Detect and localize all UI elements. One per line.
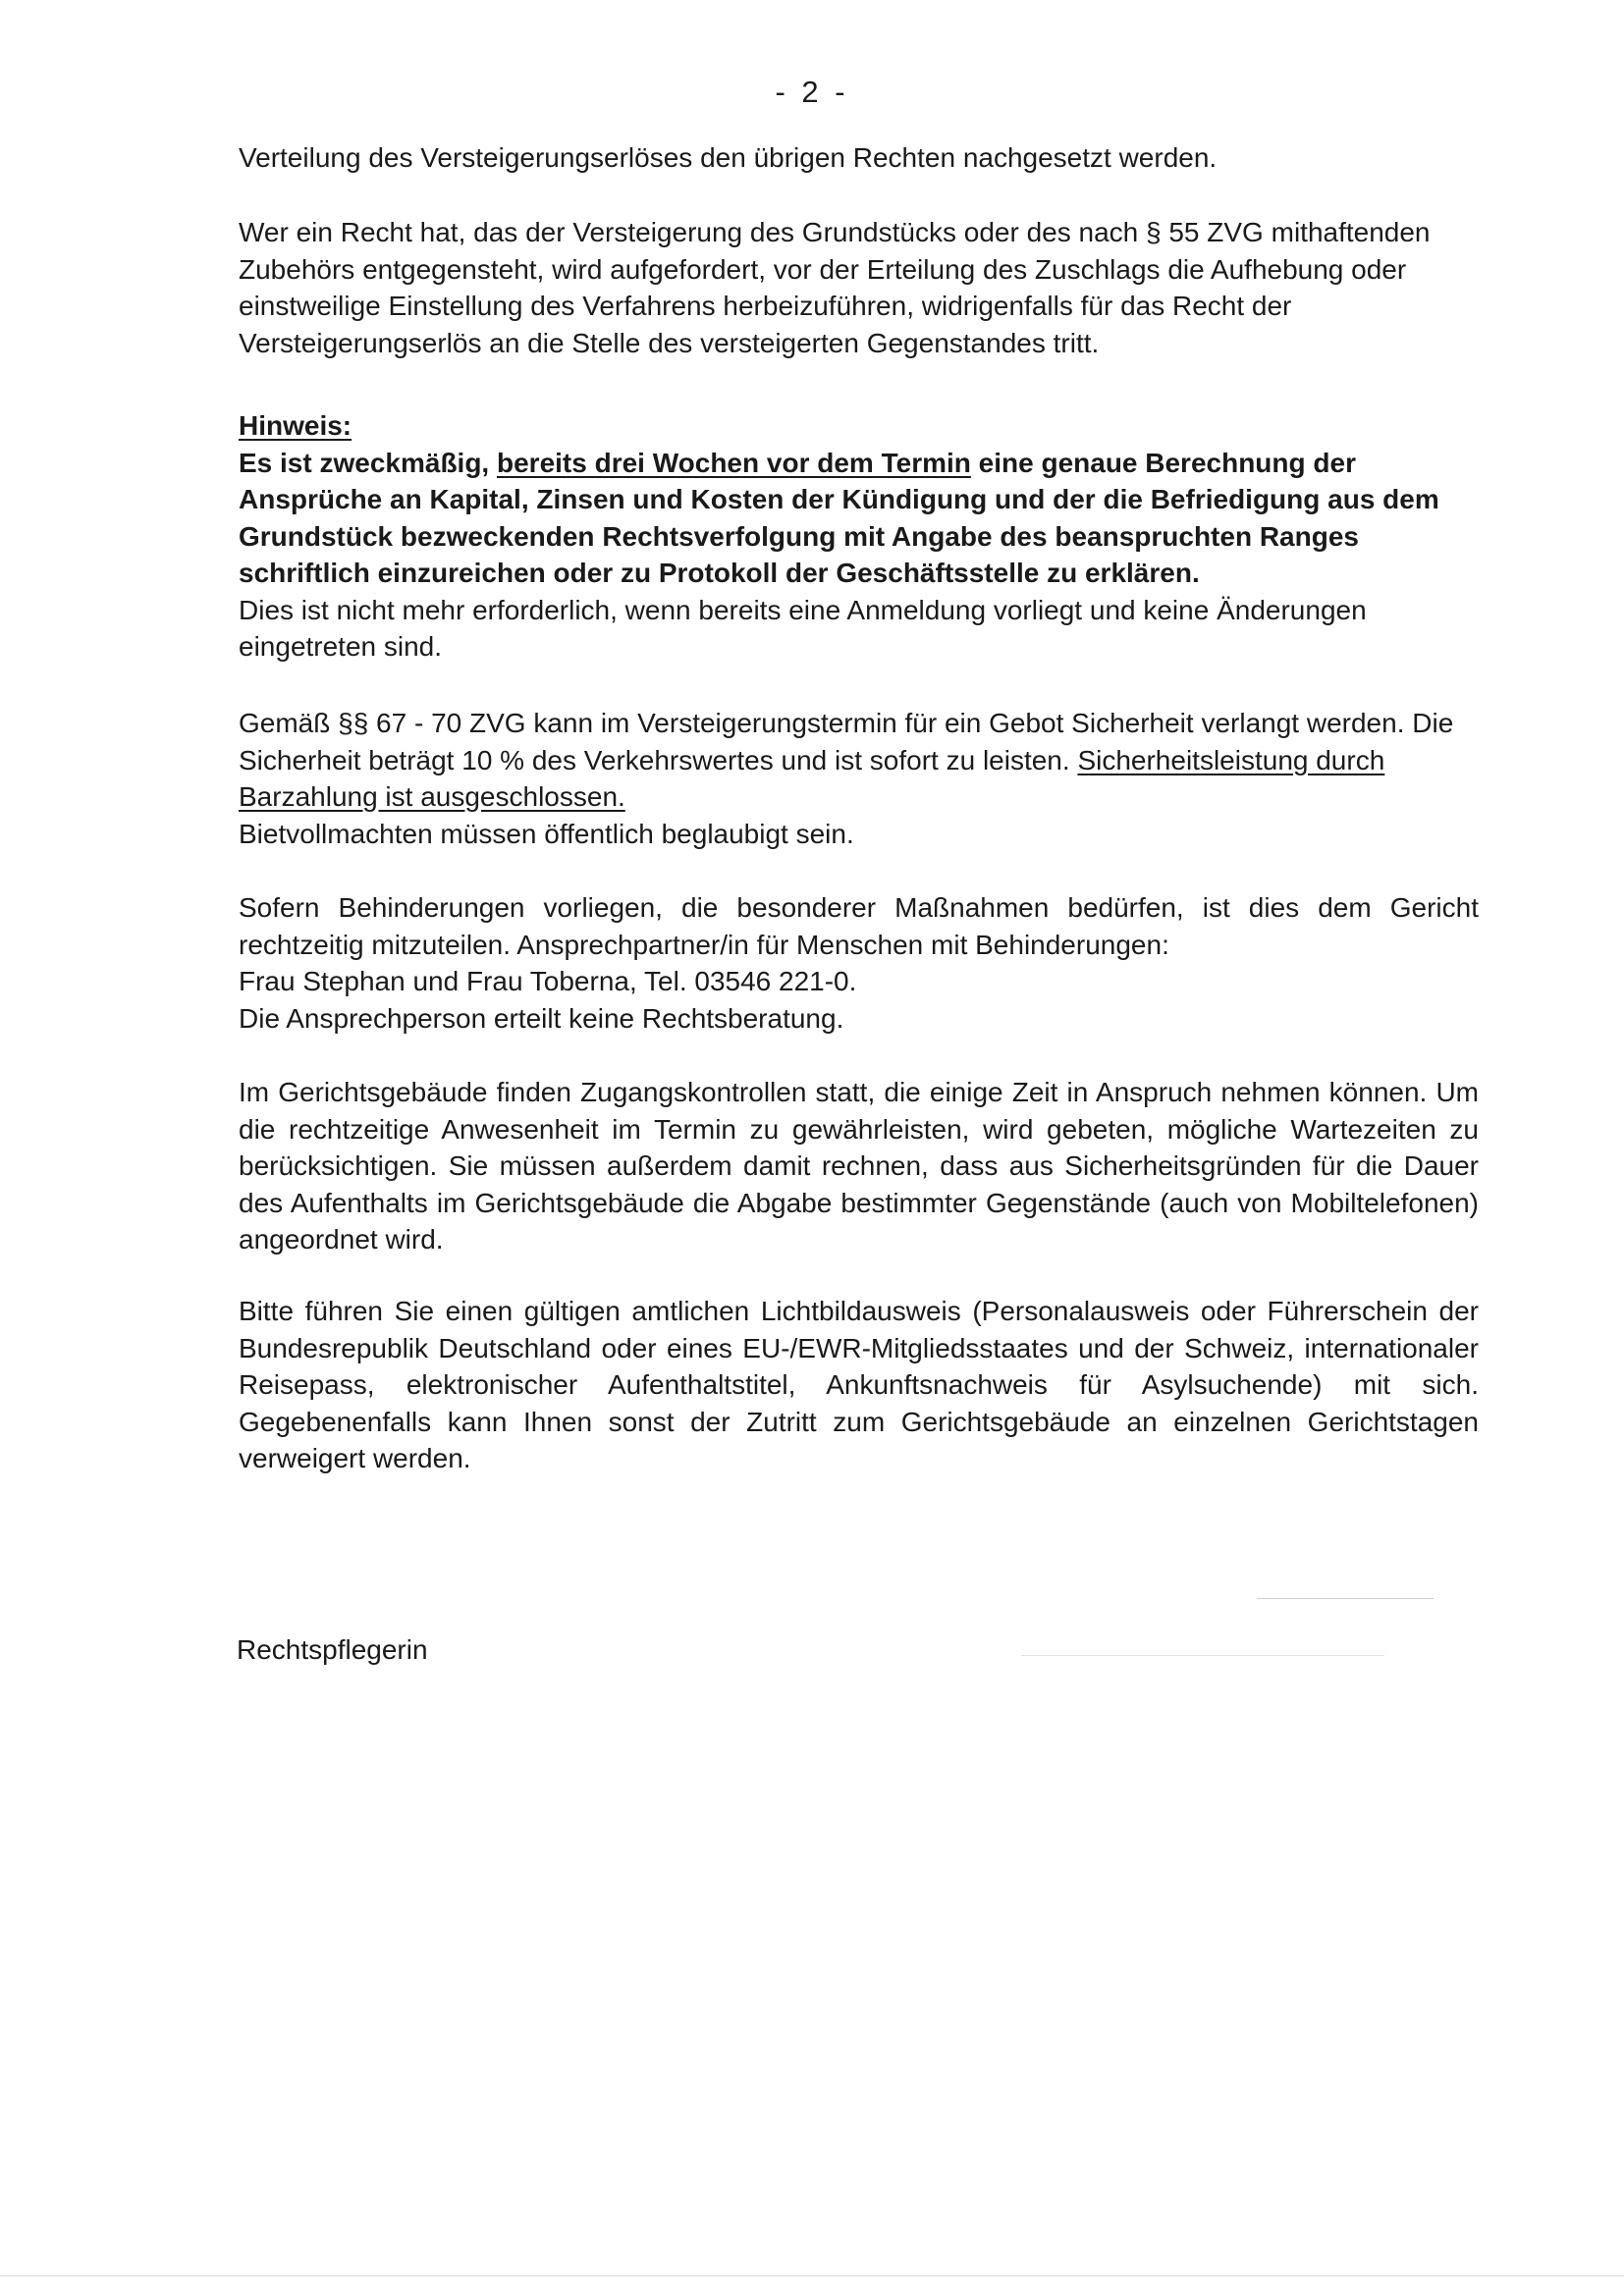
security-section [239,705,1479,852]
disability-intro: Sofern Behinderungen vorliegen, die besonderer Maßnahmen bedürfen, ist dies dem Gericht rechtzeitig mitzuteilen. Ansprechpartner/in für Menschen mit Behinderungen: [239,892,1479,960]
hinweis-section [239,407,1466,666]
identification-paragraph [239,1293,1479,1477]
hinweis-bold-intro: Es ist zweckmäßig, [239,447,497,478]
continuation-line [239,139,1479,177]
signature-role: Rechtspflegerin [237,1634,428,1665]
hinweis-heading: Hinweis: [239,410,352,441]
access-controls-paragraph [239,1074,1479,1258]
hinweis-deadline: bereits drei Wochen vor dem Termin [497,447,971,478]
disability-section [239,889,1479,1037]
disability-contact: Frau Stephan und Frau Toberna, Tel. 03546 221-0. [239,966,857,996]
page-number: - 2 - [775,75,849,109]
access-controls-text: Im Gerichtsgebäude finden Zugangskontrollen statt, die einige Zeit in Anspruch nehmen können. Um die rechtzeitige Anwesenheit im Termin zu gewährleisten, wird gebeten, mögliche Wartezeiten zu berücksichtigen. Sie müssen außerdem damit rechnen, dass aus Sicherheitsgründen für die Dauer des Aufenthalts im Gerichtsgebäude die Abgabe bestimmter Gegenstände (auch von Mobiltelefonen) angeordnet wird. [239,1077,1479,1255]
scan-artifact-line [1021,1655,1384,1656]
security-cash-excluded: Sicherheitsleistung durch Barzahlung ist ausgeschlossen. [239,744,1385,812]
security-text: Gemäß §§ 67 - 70 ZVG kann im Versteigerungstermin für ein Gebot Sicherheit verlangt werden. Die Sicherheit beträgt 10 % des Verkehrswertes und ist sofort zu leisten. [239,708,1454,775]
paragraph-rights [239,214,1456,361]
identification-text: Bitte führen Sie einen gültigen amtlichen Lichtbildausweis (Personalausweis oder Führerschein der Bundesrepublik Deutschland oder eines EU-/EWR-Mitgliedsstaates und der Schweiz, internationaler Reisepass, elektronischer Aufenthaltstitel, Ankunftsnachweis für Asylsuchende) mit sich. Gegebenenfalls kann Ihnen sonst der Zutritt zum Gerichtsgebäude an einzelnen Gerichtstagen verweigert werden. [239,1296,1479,1473]
paragraph-rights-text: Wer ein Recht hat, das der Versteigerung des Grundstücks oder des nach § 55 ZVG mithaftenden Zubehörs entgegensteht, wird aufgefordert, vor der Erteilung des Zuschlags die Aufhebung oder einstweilige Einstellung des Verfahrens herbeizuführen, widrigenfalls für das Recht der Versteigerungserlös an die Stelle des versteigerten Gegenstandes tritt. [239,217,1431,358]
hinweis-normal-paragraph: Dies ist nicht mehr erforderlich, wenn bereits eine Anmeldung vorliegt und keine Änderungen eingetreten sind. [239,594,1367,662]
disability-note: Die Ansprechperson erteilt keine Rechtsberatung. [239,1002,844,1034]
scan-edge-line [0,2275,1624,2276]
hinweis-bold-paragraph [239,445,1466,592]
security-paragraph [239,705,1479,816]
scan-artifact-line [1257,1598,1434,1599]
hinweis-bold-rest: eine genaue Berechnung der Ansprüche an Kapital, Zinsen und Kosten der Kündigung und der die Befriedigung aus dem Grundstück bezweckenden Rechtsverfolgung mit Angabe des beanspruchten Ranges schriftlich einzureichen oder zu Protokoll der Geschäftsstelle zu erklären. [239,447,1439,588]
continuation-text: Verteilung des Versteigerungserlöses den übrigen Rechten nachgesetzt werden. [239,142,1218,173]
security-proxies: Bietvollmachten müssen öffentlich beglaubigt sein. [239,818,854,849]
